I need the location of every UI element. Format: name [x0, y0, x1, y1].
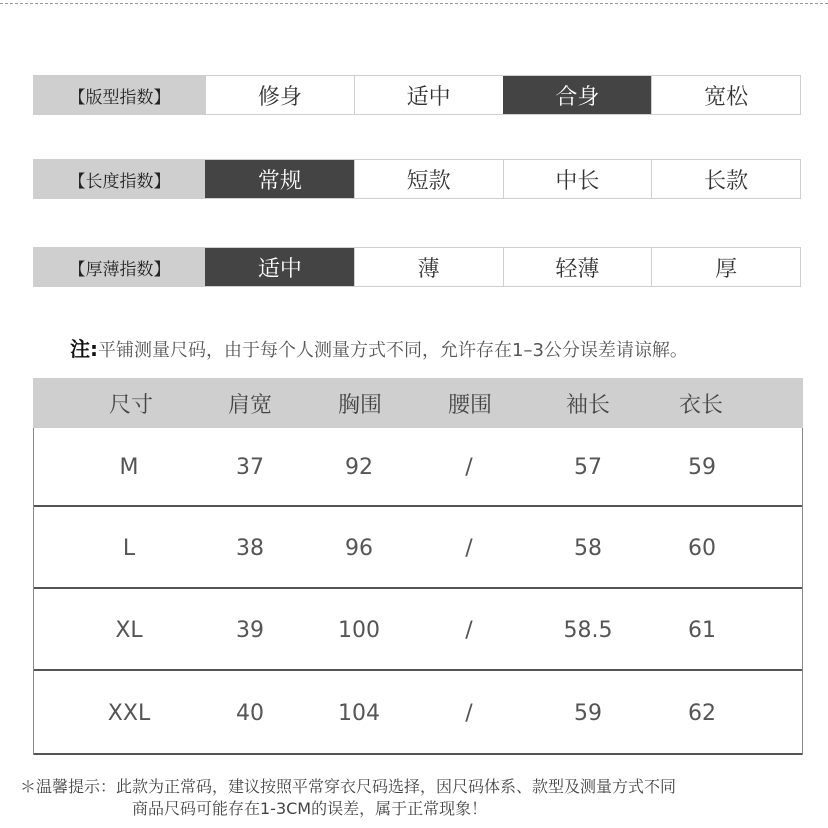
cell-shoulder: 39 — [236, 617, 264, 643]
header-length: 衣长 — [678, 392, 724, 418]
table-left-border — [33, 428, 34, 755]
cell-size: M — [119, 455, 139, 480]
fit-option-slim: 修身 — [205, 76, 354, 114]
cell-chest: 100 — [338, 617, 380, 643]
cell-shoulder: 40 — [236, 700, 264, 726]
cell-sleeve: 57 — [574, 455, 602, 480]
length-option-short: 短款 — [354, 160, 503, 198]
cell-waist: / — [465, 617, 473, 643]
footer-tip — [20, 776, 676, 820]
fit-index-label: 【版型指数】 — [34, 76, 205, 114]
length-index-row — [33, 159, 801, 199]
cell-sleeve: 59 — [574, 700, 602, 726]
table-row — [33, 671, 803, 755]
note-text: 平铺测量尺码，由于每个人测量方式不同，允许存在1–3公分误差请谅解。 — [98, 340, 688, 361]
table-row — [33, 589, 803, 671]
table-row — [33, 507, 803, 589]
fit-option-regular-selected: 合身 — [503, 76, 652, 114]
thickness-option-moderate-selected: 适中 — [205, 248, 354, 286]
length-option-standard-selected: 常规 — [205, 160, 354, 198]
table-row — [33, 428, 803, 507]
thickness-index-label: 【厚薄指数】 — [34, 248, 205, 286]
cell-size: XXL — [107, 700, 151, 726]
cell-waist: / — [465, 535, 473, 561]
header-size: 尺寸 — [108, 392, 154, 418]
cell-chest: 92 — [345, 455, 373, 480]
header-sleeve: 袖长 — [565, 392, 611, 418]
length-index-label: 【长度指数】 — [34, 160, 205, 198]
note-label: 注: — [70, 337, 98, 361]
footer-line-1: ＊温馨提示：此款为正常码，建议按照平常穿衣尺码选择，因尺码体系、款型及测量方式不同 — [20, 777, 677, 796]
fit-index-row — [33, 75, 801, 115]
top-dashed-divider — [0, 3, 828, 4]
thickness-option-thin: 薄 — [354, 248, 503, 286]
header-waist: 腰围 — [447, 392, 493, 418]
cell-shoulder: 38 — [236, 535, 264, 561]
cell-length: 62 — [688, 700, 716, 726]
length-option-long: 长款 — [651, 160, 800, 198]
size-table — [33, 378, 803, 755]
table-right-border — [802, 428, 803, 755]
cell-shoulder: 37 — [236, 455, 264, 480]
header-chest: 胸围 — [337, 392, 383, 418]
footer-line-2: 商品尺码可能存在1-3CM的误差，属于正常现象！ — [132, 799, 488, 818]
cell-size: L — [122, 535, 136, 561]
cell-chest: 104 — [338, 700, 380, 726]
row-divider — [33, 753, 803, 755]
thickness-index-row — [33, 247, 801, 287]
cell-length: 59 — [688, 455, 716, 480]
thickness-option-thick: 厚 — [651, 248, 800, 286]
fit-option-loose: 宽松 — [651, 76, 800, 114]
header-shoulder: 肩宽 — [227, 392, 273, 418]
cell-sleeve: 58.5 — [563, 617, 613, 643]
length-option-mid: 中长 — [503, 160, 652, 198]
cell-sleeve: 58 — [574, 535, 602, 561]
thickness-option-light: 轻薄 — [503, 248, 652, 286]
cell-chest: 96 — [345, 535, 373, 561]
fit-option-moderate: 适中 — [354, 76, 503, 114]
cell-length: 60 — [688, 535, 716, 561]
cell-length: 61 — [688, 617, 716, 643]
cell-size: XL — [115, 617, 143, 643]
cell-waist: / — [465, 455, 473, 480]
size-table-header — [33, 378, 803, 428]
measurement-note — [70, 333, 688, 362]
cell-waist: / — [465, 700, 473, 726]
